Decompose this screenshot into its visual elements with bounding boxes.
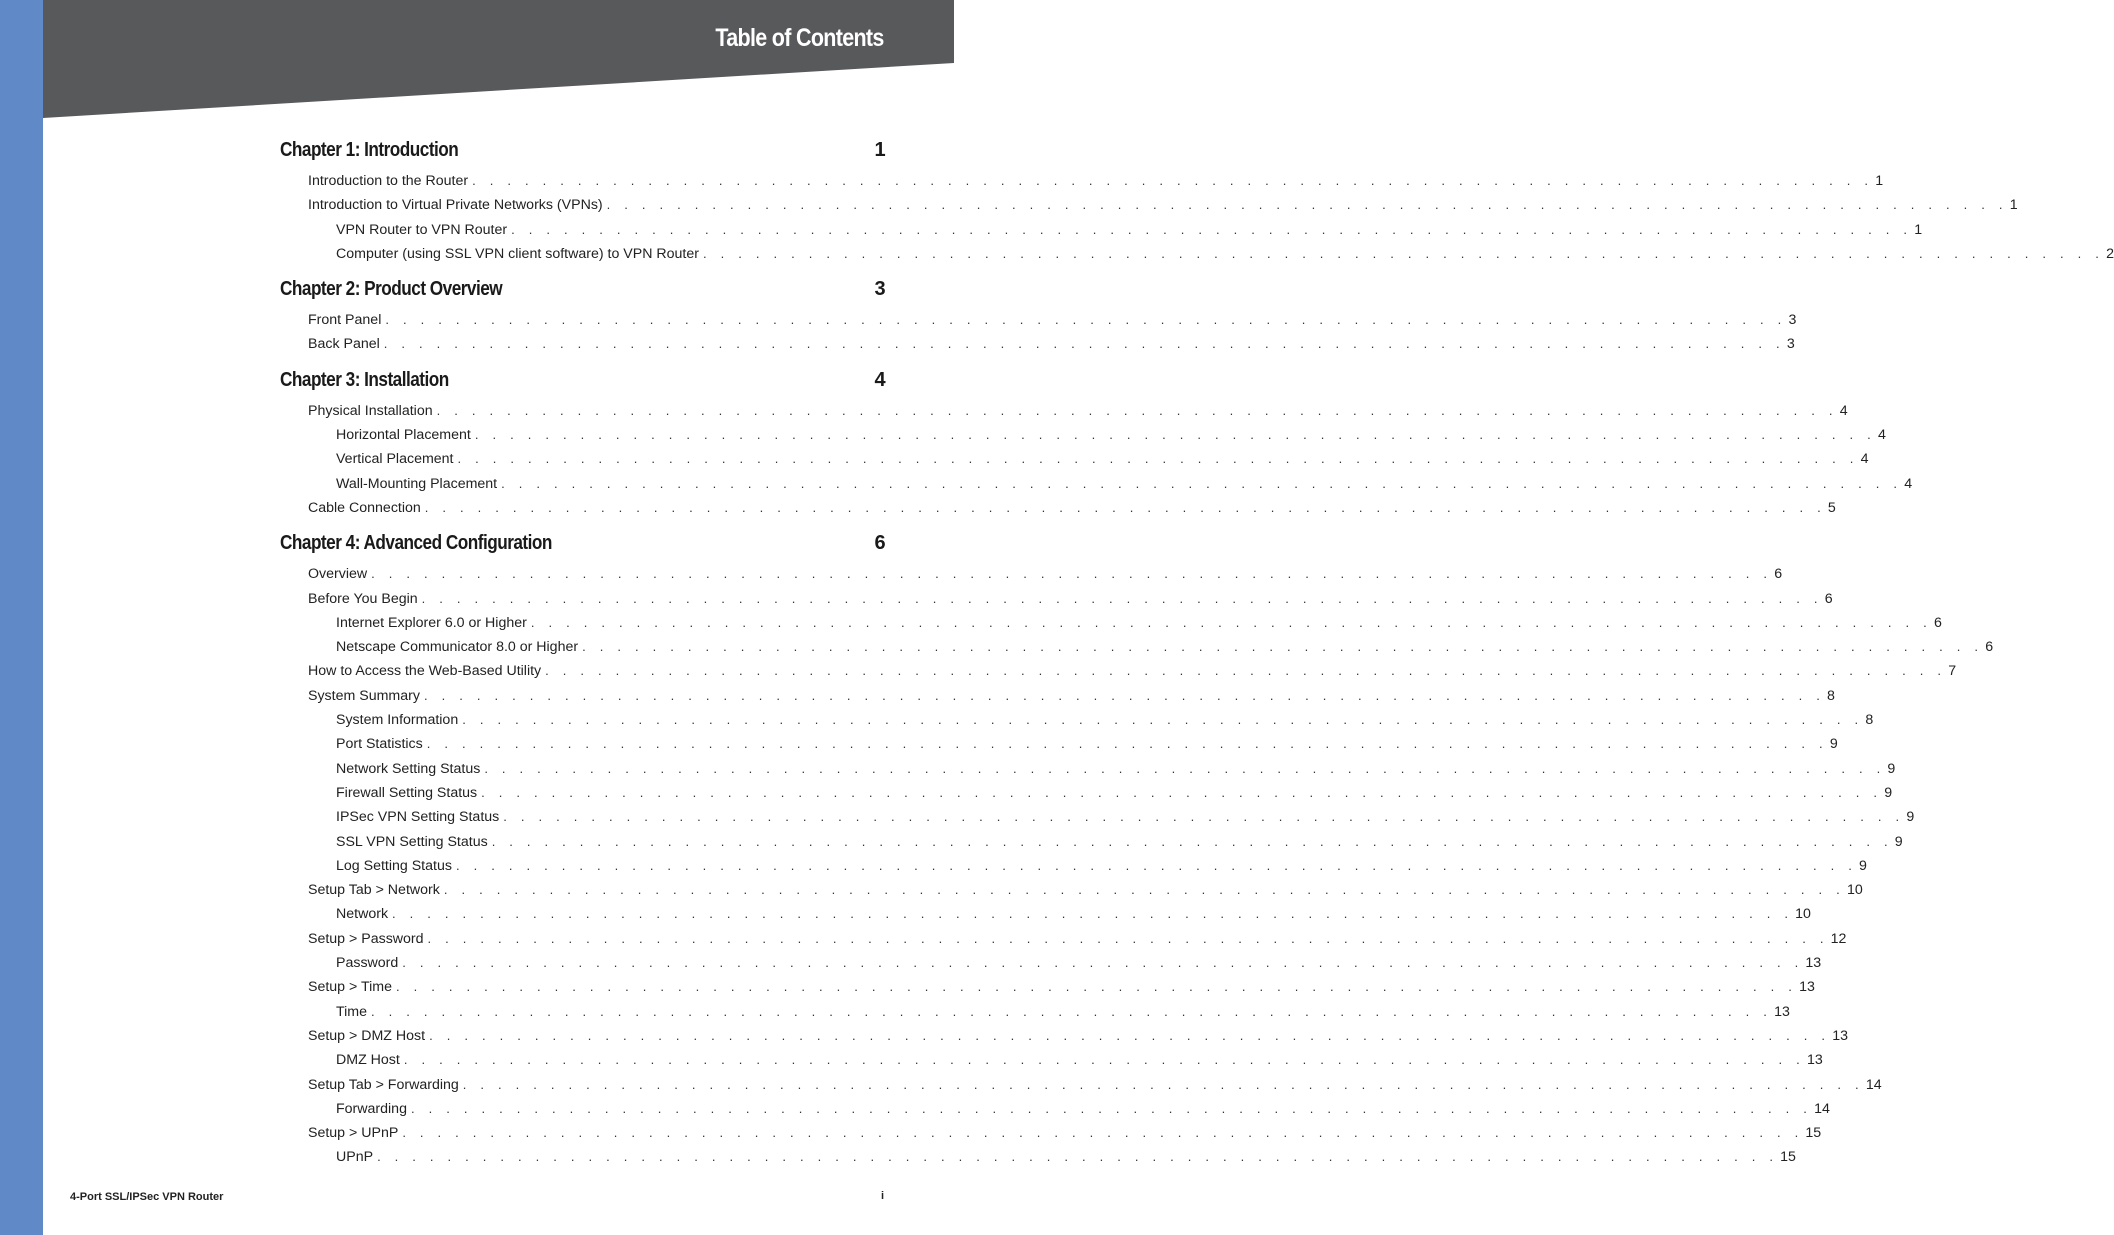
toc-entry-page-number: 14 xyxy=(1814,1100,1830,1117)
dot-leader: . . . . . . . . . . . . . . . . . . . . . . . . . . . . . . . . . . . . . . . . . . . . . . . . . . . . . . . . . . . . . . . . . . . . . . . . . . . . . . . . xyxy=(385,312,1787,328)
toc-entry-label: Time xyxy=(336,1003,368,1020)
toc-entry-label: How to Access the Web-Based Utility xyxy=(308,663,542,680)
toc-entry-page-number: 9 xyxy=(1829,736,1838,753)
toc-entry-label: Before You Begin xyxy=(308,590,418,607)
toc-entry-label: Network Setting Status xyxy=(336,760,481,777)
toc-entry-page-number: 4 xyxy=(1904,475,1913,492)
toc-entry-label: Introduction to Virtual Private Networks (VPNs) xyxy=(308,197,603,214)
table-of-contents xyxy=(280,135,2114,1170)
dot-leader: . . . . . . . . . . . . . . . . . . . . . . . . . . . . . . . . . . . . . . . . . . . . . . . . . . . . . . . . . . . . . . . . . . . . . . . . . . . . . . . . xyxy=(402,1125,1804,1141)
chapter-title: Chapter 2: Product Overview xyxy=(280,278,503,301)
toc-entry[interactable] xyxy=(308,684,1835,708)
toc-entry-label: VPN Router to VPN Router xyxy=(336,221,508,238)
toc-entry-label: Setup > UPnP xyxy=(308,1125,399,1142)
toc-entry[interactable] xyxy=(336,447,1869,471)
toc-entry-label: Internet Explorer 6.0 or Higher xyxy=(336,614,527,631)
toc-entry-page-number: 1 xyxy=(1875,173,1884,189)
toc-entry[interactable] xyxy=(308,308,1797,332)
page-title: Table of Contents xyxy=(715,24,884,52)
dot-leader: . . . . . . . . . . . . . . . . . . . . . . . . . . . . . . . . . . . . . . . . . . . . . . . . . . . . . . . . . . . . . . . . . . . . . . . . . . . . . . . . xyxy=(472,173,1874,188)
toc-entry-page-number: 9 xyxy=(1859,857,1867,874)
dot-leader: . . . . . . . . . . . . . . . . . . . . . . . . . . . . . . . . . . . . . . . . . . . . . . . . . . . . . . . . . . . . . . . . . . . . . . . . . . . . . . . . xyxy=(481,784,1883,800)
dot-leader: . . . . . . . . . . . . . . . . . . . . . . . . . . . . . . . . . . . . . . . . . . . . . . . . . . . . . . . . . . . . . . . . . . . . . . . . . . . . . . . . xyxy=(582,639,1984,655)
toc-entry-page-number: 12 xyxy=(1830,930,1847,947)
toc-entry-label: Introduction to the Router xyxy=(308,173,469,189)
toc-entry-label: Cable Connection xyxy=(308,499,421,516)
dot-leader: . . . . . . . . . . . . . . . . . . . . . . . . . . . . . . . . . . . . . . . . . . . . . . . . . . . . . . . . . . . . . . . . . . . . . . . . . . . . . . . . xyxy=(455,857,1858,873)
toc-entry[interactable] xyxy=(308,1073,1882,1097)
toc-entry-page-number: 13 xyxy=(1774,1003,1790,1020)
side-accent-bar xyxy=(0,0,43,1235)
dot-leader: . . . . . . . . . . . . . . . . . . . . . . . . . . . . . . . . . . . . . . . . . . . . . . . . . . . . . . . . . . . . . . . . . . . . . . . . . . . . . . . . xyxy=(371,566,1773,582)
toc-entry[interactable] xyxy=(336,242,2114,266)
dot-leader: . . . . . . . . . . . . . . . . . . . . . . . . . . . . . . . . . . . . . . . . . . . . . . . . . . . . . . . . . . . . . . . . . . . . . . . . . . . . . . . . xyxy=(426,736,1828,752)
chapter-page-number: 3 xyxy=(874,278,885,301)
footer-page-number: i xyxy=(880,1190,884,1202)
toc-entry-label: Network xyxy=(336,906,389,923)
toc-entry-page-number: 7 xyxy=(1948,663,1957,680)
toc-entry[interactable] xyxy=(308,587,1833,611)
toc-entry-page-number: 3 xyxy=(1788,312,1797,329)
dot-leader: . . . . . . . . . . . . . . . . . . . . . . . . . . . . . . . . . . . . . . . . . . . . . . . . . . . . . . . . . . . . . . . . . . . . . . . . . . . . . . . . xyxy=(429,1027,1831,1043)
chapter-heading[interactable] xyxy=(280,365,885,395)
toc-entry-page-number: 8 xyxy=(1865,712,1874,729)
toc-entry-label: Physical Installation xyxy=(308,402,433,419)
toc-entry-label: Firewall Setting Status xyxy=(336,784,478,801)
toc-entry-page-number: 13 xyxy=(1799,979,1815,996)
toc-entry-label: System Summary xyxy=(308,687,420,704)
toc-entry[interactable] xyxy=(308,169,1884,193)
toc-entry-label: Overview xyxy=(308,566,368,583)
dot-leader: . . . . . . . . . . . . . . . . . . . . . . . . . . . . . . . . . . . . . . . . . . . . . . . . . . . . . . . . . . . . . . . . . . . . . . . . . . . . . . . . xyxy=(462,712,1864,728)
dot-leader: . . . . . . . . . . . . . . . . . . . . . . . . . . . . . . . . . . . . . . . . . . . . . . . . . . . . . . . . . . . . . . . . . . . . . . . . . . . . . . . . xyxy=(371,1003,1773,1019)
dot-leader: . . . . . . . . . . . . . . . . . . . . . . . . . . . . . . . . . . . . . . . . . . . . . . . . . . . . . . . . . . . . . . . . . . . . . . . . . . . . . . . . xyxy=(545,663,1947,679)
toc-entry[interactable] xyxy=(308,975,1815,999)
toc-entry-label: Back Panel xyxy=(308,336,380,353)
toc-entry-page-number: 9 xyxy=(1894,833,1903,850)
toc-entry-page-number: 14 xyxy=(1865,1076,1882,1093)
toc-entry-label: Wall-Mounting Placement xyxy=(336,475,498,492)
toc-entry[interactable] xyxy=(308,878,1863,902)
toc-entry[interactable] xyxy=(336,423,1886,447)
chapter-page-number: 4 xyxy=(874,368,885,391)
dot-leader: . . . . . . . . . . . . . . . . . . . . . . . . . . . . . . . . . . . . . . . . . . . . . . . . . . . . . . . . . . . . . . . . . . . . . . . . . . . . . . . . xyxy=(501,475,1903,491)
toc-entry-page-number: 9 xyxy=(1906,809,1915,826)
dot-leader: . . . . . . . . . . . . . . . . . . . . . . . . . . . . . . . . . . . . . . . . . . . . . . . . . . . . . . . . . . . . . . . . . . . . . . . . . . . . . . . . xyxy=(377,1149,1779,1165)
toc-entry[interactable] xyxy=(336,472,1913,496)
dot-leader: . . . . . . . . . . . . . . . . . . . . . . . . . . . . . . . . . . . . . . . . . . . . . . . . . . . . . . . . . . . . . . . . . . . . . . . . . . . . . . . . xyxy=(462,1076,1864,1092)
toc-entry[interactable] xyxy=(336,902,1811,926)
dot-leader: . . . . . . . . . . . . . . . . . . . . . . . . . . . . . . . . . . . . . . . . . . . . . . . . . . . . . . . . . . . . . . . . . . . . . . . . . . . . . . . . xyxy=(503,809,1905,825)
dot-leader: . . . . . . . . . . . . . . . . . . . . . . . . . . . . . . . . . . . . . . . . . . . . . . . . . . . . . . . . . . . . . . . . . . . . . . . . . . . . . . . . xyxy=(511,221,1913,237)
toc-entry-page-number: 15 xyxy=(1805,1125,1822,1142)
toc-entry-page-number: 1 xyxy=(1914,221,1923,238)
toc-entry[interactable] xyxy=(336,1097,1830,1121)
dot-leader: . . . . . . . . . . . . . . . . . . . . . . . . . . . . . . . . . . . . . . . . . . . . . . . . . . . . . . . . . . . . . . . . . . . . . . . . . . . . . . . . xyxy=(392,906,1794,922)
toc-entry[interactable] xyxy=(336,218,1923,242)
toc-entry-label: UPnP xyxy=(336,1149,374,1166)
header-band xyxy=(43,0,954,120)
toc-entry[interactable] xyxy=(336,635,1994,659)
toc-entry[interactable] xyxy=(336,1000,1790,1024)
toc-entry-label: System Information xyxy=(336,712,459,729)
chapter-title: Chapter 1: Introduction xyxy=(280,139,459,161)
toc-entry-page-number: 4 xyxy=(1877,427,1886,444)
dot-leader: . . . . . . . . . . . . . . . . . . . . . . . . . . . . . . . . . . . . . . . . . . . . . . . . . . . . . . . . . . . . . . . . . . . . . . . . . . . . . . . . xyxy=(491,833,1893,849)
toc-entry[interactable] xyxy=(308,332,1795,356)
toc-entry[interactable] xyxy=(336,854,1867,878)
toc-entry-page-number: 8 xyxy=(1827,687,1835,704)
toc-entry-label: Computer (using SSL VPN client software) to VPN Router xyxy=(336,245,699,262)
toc-entry-label: Front Panel xyxy=(308,312,382,329)
chapter-heading[interactable] xyxy=(280,528,885,558)
dot-leader: . . . . . . . . . . . . . . . . . . . . . . . . . . . . . . . . . . . . . . . . . . . . . . . . . . . . . . . . . . . . . . . . . . . . . . . . . . . . . . . . xyxy=(606,197,2008,213)
toc-entry-label: IPSec VPN Setting Status xyxy=(336,809,500,826)
toc-entry[interactable] xyxy=(336,732,1838,756)
toc-entry[interactable] xyxy=(336,757,1896,781)
toc-entry-label: Setup Tab > Forwarding xyxy=(308,1076,459,1093)
dot-leader: . . . . . . . . . . . . . . . . . . . . . . . . . . . . . . . . . . . . . . . . . . . . . . . . . . . . . . . . . . . . . . . . . . . . . . . . . . . . . . . . xyxy=(383,336,1785,352)
toc-entry-label: Setup > Time xyxy=(308,979,392,996)
toc-entry[interactable] xyxy=(308,1121,1822,1145)
toc-entry-label: Horizontal Placement xyxy=(336,427,471,444)
toc-entry-page-number: 10 xyxy=(1795,906,1811,923)
toc-entry-page-number: 9 xyxy=(1887,760,1896,777)
toc-entry-label: Log Setting Status xyxy=(336,857,452,874)
dot-leader: . . . . . . . . . . . . . . . . . . . . . . . . . . . . . . . . . . . . . . . . . . . . . . . . . . . . . . . . . . . . . . . . . . . . . . . . . . . . . . . . xyxy=(443,882,1845,898)
toc-entry-label: Setup > Password xyxy=(308,930,424,947)
toc-entry-label: Forwarding xyxy=(336,1100,407,1117)
toc-entry[interactable] xyxy=(308,927,1847,951)
dot-leader: . . . . . . . . . . . . . . . . . . . . . . . . . . . . . . . . . . . . . . . . . . . . . . . . . . . . . . . . . . . . . . . . . . . . . . . . . . . . . . . . xyxy=(474,427,1876,443)
dot-leader: . . . . . . . . . . . . . . . . . . . . . . . . . . . . . . . . . . . . . . . . . . . . . . . . . . . . . . . . . . . . . . . . . . . . . . . . . . . . . . . . xyxy=(396,979,1798,995)
chapter-heading[interactable] xyxy=(280,135,885,165)
dot-leader: . . . . . . . . . . . . . . . . . . . . . . . . . . . . . . . . . . . . . . . . . . . . . . . . . . . . . . . . . . . . . . . . . . . . . . . . . . . . . . . . xyxy=(402,955,1804,971)
toc-entry[interactable] xyxy=(308,562,1783,586)
toc-entry[interactable] xyxy=(308,399,1848,423)
toc-entry[interactable] xyxy=(336,1145,1796,1169)
dot-leader: . . . . . . . . . . . . . . . . . . . . . . . . . . . . . . . . . . . . . . . . . . . . . . . . . . . . . . . . . . . . . . . . . . . . . . . . . . . . . . . . xyxy=(436,402,1838,418)
toc-entry[interactable] xyxy=(336,708,1874,732)
toc-entry[interactable] xyxy=(336,1048,1823,1072)
dot-leader: . . . . . . . . . . . . . . . . . . . . . . . . . . . . . . . . . . . . . . . . . . . . . . . . . . . . . . . . . . . . . . . . . . . . . . . . . . . . . . . . xyxy=(424,499,1826,515)
chapter-title: Chapter 3: Installation xyxy=(280,368,449,391)
dot-leader: . . . . . . . . . . . . . . . . . . . . . . . . . . . . . . . . . . . . . . . . . . . . . . . . . . . . . . . . . . . . . . . . . . . . . . . . . . . . . . . . xyxy=(421,590,1823,606)
dot-leader: . . . . . . . . . . . . . . . . . . . . . . . . . . . . . . . . . . . . . . . . . . . . . . . . . . . . . . . . . . . . . . . . . . . . . . . . . . . . . . . . xyxy=(427,930,1829,946)
toc-entry-page-number: 1 xyxy=(2009,197,2018,214)
toc-entry-page-number: 6 xyxy=(1933,614,1942,631)
toc-entry[interactable] xyxy=(336,830,1903,854)
toc-entry-page-number: 9 xyxy=(1884,784,1893,801)
toc-entry-page-number: 13 xyxy=(1832,1027,1848,1044)
toc-entry-page-number: 15 xyxy=(1780,1149,1796,1166)
chapter-heading[interactable] xyxy=(280,274,885,304)
toc-entry-page-number: 10 xyxy=(1846,882,1863,899)
toc-entry[interactable] xyxy=(336,805,1915,829)
toc-entry-page-number: 2 xyxy=(2106,245,2114,262)
toc-entry-page-number: 5 xyxy=(1827,499,1836,516)
toc-entry-label: Setup > DMZ Host xyxy=(308,1027,426,1044)
toc-entry-page-number: 6 xyxy=(1824,590,1833,607)
dot-leader: . . . . . . . . . . . . . . . . . . . . . . . . . . . . . . . . . . . . . . . . . . . . . . . . . . . . . . . . . . . . . . . . . . . . . . . . . . . . . . . . xyxy=(702,245,2105,261)
dot-leader: . . . . . . . . . . . . . . . . . . . . . . . . . . . . . . . . . . . . . . . . . . . . . . . . . . . . . . . . . . . . . . . . . . . . . . . . . . . . . . . . xyxy=(484,760,1886,776)
dot-leader: . . . . . . . . . . . . . . . . . . . . . . . . . . . . . . . . . . . . . . . . . . . . . . . . . . . . . . . . . . . . . . . . . . . . . . . . . . . . . . . . xyxy=(423,687,1826,703)
chapter-page-number: 6 xyxy=(874,532,885,555)
chapter-page-number: 1 xyxy=(874,139,885,161)
toc-entry[interactable] xyxy=(308,659,1957,683)
toc-entry-label: DMZ Host xyxy=(336,1052,400,1069)
toc-entry[interactable] xyxy=(308,193,2018,217)
dot-leader: . . . . . . . . . . . . . . . . . . . . . . . . . . . . . . . . . . . . . . . . . . . . . . . . . . . . . . . . . . . . . . . . . . . . . . . . . . . . . . . . xyxy=(410,1100,1813,1116)
dot-leader: . . . . . . . . . . . . . . . . . . . . . . . . . . . . . . . . . . . . . . . . . . . . . . . . . . . . . . . . . . . . . . . . . . . . . . . . . . . . . . . . xyxy=(403,1052,1805,1068)
toc-entry-page-number: 6 xyxy=(1985,639,1994,656)
toc-entry-page-number: 13 xyxy=(1806,1052,1823,1069)
footer-product-name: 4-Port SSL/IPSec VPN Router xyxy=(70,1191,224,1203)
toc-entry-page-number: 6 xyxy=(1774,566,1783,583)
chapter-title: Chapter 4: Advanced Configuration xyxy=(280,532,552,555)
toc-entry-label: Setup Tab > Network xyxy=(308,882,440,899)
toc-entry-page-number: 13 xyxy=(1805,955,1822,972)
toc-entry-label: Port Statistics xyxy=(336,736,423,753)
dot-leader: . . . . . . . . . . . . . . . . . . . . . . . . . . . . . . . . . . . . . . . . . . . . . . . . . . . . . . . . . . . . . . . . . . . . . . . . . . . . . . . . xyxy=(530,614,1932,630)
toc-entry[interactable] xyxy=(336,951,1822,975)
toc-entry-page-number: 4 xyxy=(1860,451,1869,468)
toc-entry-label: SSL VPN Setting Status xyxy=(336,833,488,850)
toc-entry[interactable] xyxy=(336,611,1942,635)
toc-entry-page-number: 3 xyxy=(1786,336,1795,353)
toc-entry[interactable] xyxy=(308,1024,1848,1048)
dot-leader: . . . . . . . . . . . . . . . . . . . . . . . . . . . . . . . . . . . . . . . . . . . . . . . . . . . . . . . . . . . . . . . . . . . . . . . . . . . . . . . . xyxy=(457,451,1859,467)
toc-entry-label: Netscape Communicator 8.0 or Higher xyxy=(336,639,579,656)
toc-entry-label: Password xyxy=(336,955,399,972)
toc-entry[interactable] xyxy=(336,781,1893,805)
toc-entry-label: Vertical Placement xyxy=(336,451,454,468)
toc-entry-page-number: 4 xyxy=(1839,402,1848,419)
toc-entry[interactable] xyxy=(308,496,1836,520)
